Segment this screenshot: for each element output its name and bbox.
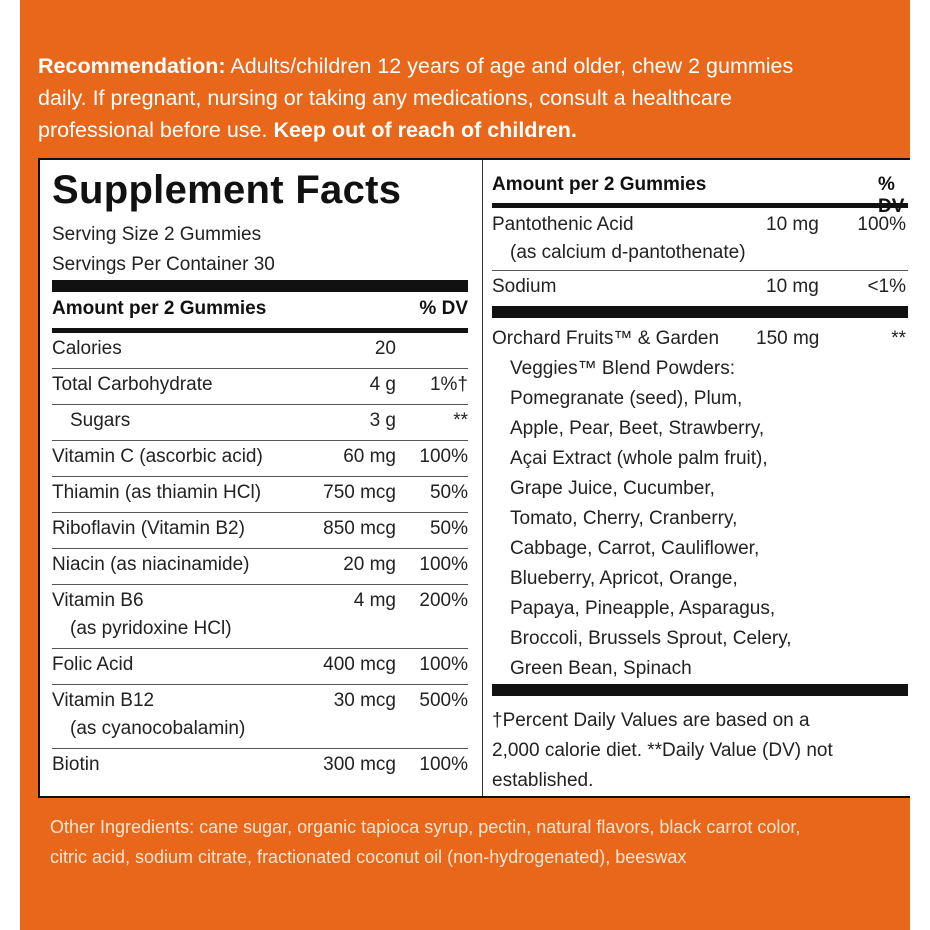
blend-ingredient-line: Veggies™ Blend Powders: — [510, 358, 735, 379]
blend-dv: ** — [891, 328, 906, 349]
row-divider — [52, 684, 468, 685]
nutrient-name: Folic Acid — [52, 654, 134, 675]
row-divider — [52, 440, 468, 441]
row-divider — [52, 368, 468, 369]
footnote-line: †Percent Daily Values are based on a — [492, 710, 810, 731]
nutrient-name: Vitamin C (ascorbic acid) — [52, 446, 263, 467]
nutrient-amount: 20 — [374, 338, 396, 359]
right-header-dv: % — [878, 174, 895, 195]
footnote-line: 2,000 calorie diet. **Daily Value (DV) not — [492, 740, 833, 761]
nutrient-amount: 4 g — [369, 374, 396, 395]
blend-divider — [492, 306, 908, 318]
row-divider — [52, 404, 468, 405]
blend-ingredient-line: Grape Juice, Cucumber, — [510, 478, 715, 499]
nutrient-amount: 10 mg — [766, 276, 819, 297]
blend-ingredient-line: Green Bean, Spinach — [510, 658, 692, 679]
row-divider — [52, 548, 468, 549]
right-header-divider — [492, 203, 908, 208]
nutrient-amount: 850 mcg — [323, 518, 396, 539]
nutrient-amount: 4 mg — [353, 590, 396, 611]
serving-size: Serving Size 2 Gummies — [52, 224, 262, 245]
other-ingredients-line1: Other Ingredients: cane sugar, organic tapioca syrup, pectin, natural flavors, black carrot color, — [50, 817, 801, 837]
left-header-dv: % DV — [419, 298, 468, 319]
nutrient-name: Sugars — [70, 410, 131, 431]
nutrient-dv: 100% — [857, 214, 906, 235]
blend-ingredient-line: Cabbage, Carrot, Cauliflower, — [510, 538, 760, 559]
column-divider — [482, 160, 483, 796]
nutrient-name: Pantothenic Acid — [492, 214, 634, 235]
blend-name: Orchard Fruits™ & Garden — [492, 328, 720, 349]
nutrient-name: Riboflavin (Vitamin B2) — [52, 518, 245, 539]
nutrient-subname: (as cyanocobalamin) — [70, 718, 246, 739]
footnote — [492, 706, 892, 796]
nutrient-name: Niacin (as niacinamide) — [52, 554, 250, 575]
facts-title: Supplement Facts — [52, 168, 402, 212]
row-divider — [52, 584, 468, 585]
nutrient-name: Calories — [52, 338, 122, 359]
label-background — [20, 0, 910, 930]
footnote-divider — [492, 684, 908, 696]
nutrient-amount: 300 mcg — [323, 754, 396, 775]
blend-ingredient-line: Blueberry, Apricot, Orange, — [510, 568, 738, 589]
nutrient-dv: ** — [453, 410, 468, 431]
nutrient-name: Vitamin B12 — [52, 690, 155, 711]
facts-right-column — [492, 160, 910, 796]
facts-left-column — [52, 160, 468, 796]
blend-ingredient-line: Pomegranate (seed), Plum, — [510, 388, 743, 409]
row-divider — [52, 748, 468, 749]
blend-ingredient-line: Papaya, Pineapple, Asparagus, — [510, 598, 776, 619]
nutrient-subname: (as calcium d-pantothenate) — [510, 242, 746, 263]
nutrient-amount: 60 mg — [343, 446, 396, 467]
nutrient-name: Sodium — [492, 276, 557, 297]
supplement-facts-panel — [38, 158, 910, 798]
nutrient-dv: 100% — [419, 654, 468, 675]
nutrient-dv: 200% — [419, 590, 468, 611]
nutrient-dv: 1%† — [429, 374, 468, 395]
nutrient-dv: 500% — [419, 690, 468, 711]
nutrient-dv: 100% — [419, 554, 468, 575]
row-divider — [492, 270, 908, 271]
nutrient-name: Biotin — [52, 754, 100, 775]
nutrient-amount: 750 mcg — [323, 482, 396, 503]
recommendation-line2: daily. If pregnant, nursing or taking any medications, consult a healthcare — [38, 86, 732, 110]
warning-text: Keep out of reach of children. — [273, 118, 577, 142]
nutrient-amount: 30 mcg — [333, 690, 396, 711]
row-divider — [52, 648, 468, 649]
thick-divider — [52, 280, 468, 292]
nutrient-dv: 50% — [429, 518, 468, 539]
serving-info — [52, 220, 275, 280]
nutrient-name: Thiamin (as thiamin HCl) — [52, 482, 262, 503]
row-divider — [52, 512, 468, 513]
nutrient-amount: 10 mg — [766, 214, 819, 235]
blend-ingredient-line: Açai Extract (whole palm fruit), — [510, 448, 768, 469]
nutrient-name: Total Carbohydrate — [52, 374, 213, 395]
nutrient-amount: 400 mcg — [323, 654, 396, 675]
nutrient-amount: 20 mg — [343, 554, 396, 575]
nutrient-dv: 100% — [419, 446, 468, 467]
row-divider — [52, 476, 468, 477]
nutrient-amount: 3 g — [369, 410, 396, 431]
footnote-line: established. — [492, 770, 594, 791]
other-ingredients — [50, 812, 910, 872]
right-header-amount: Amount per 2 Gummies — [492, 174, 707, 195]
left-header-amount: Amount per 2 Gummies — [52, 298, 267, 319]
nutrient-name: Vitamin B6 — [52, 590, 144, 611]
nutrient-dv: 100% — [419, 754, 468, 775]
other-ingredients-line2: citric acid, sodium citrate, fractionated coconut oil (non-hydrogenated), beeswax — [50, 847, 687, 867]
nutrient-subname: (as pyridoxine HCl) — [70, 618, 232, 639]
header-divider — [52, 328, 468, 333]
blend-ingredient-line: Apple, Pear, Beet, Strawberry, — [510, 418, 765, 439]
blend-amount: 150 mg — [756, 328, 820, 349]
servings-per-container: Servings Per Container 30 — [52, 254, 275, 275]
blend-ingredient-line: Tomato, Cherry, Cranberry, — [510, 508, 738, 529]
blend-ingredient-line: Broccoli, Brussels Sprout, Celery, — [510, 628, 792, 649]
nutrient-dv: 50% — [429, 482, 468, 503]
nutrient-dv: <1% — [867, 276, 906, 297]
recommendation-line1: Adults/children 12 years of age and older, chew 2 gummies — [225, 54, 794, 78]
recommendation-text — [38, 50, 910, 160]
recommendation-line3: professional before use. — [38, 118, 274, 142]
recommendation-label: Recommendation: — [38, 54, 226, 78]
